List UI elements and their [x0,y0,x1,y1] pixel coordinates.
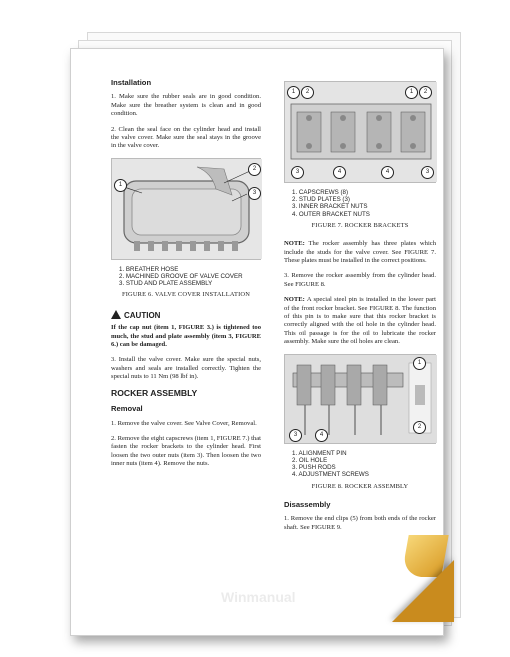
note-label: NOTE: [284,240,305,248]
legend-item: 2. STUD PLATES (3) [292,196,350,204]
callout-2b: 2 [419,86,432,99]
caution-label: CAUTION [124,310,161,320]
left-column [111,79,261,476]
callout-1: 1 [114,179,127,192]
valve-cover-illustration [112,159,262,259]
figure-7-image [284,81,436,183]
warning-icon [111,310,121,319]
figure-7-legend [292,189,436,218]
note-1 [284,240,436,265]
callout-1: 1 [413,357,426,370]
installation-heading: Installation [111,78,152,87]
note-text: A special steel pin is installed in the lower part of the front rocker bracket. See FIGURE 8. The function of this pin is to make sure that this rocker bracket is correctly aligned with the oil hole in the cylinder head. This oil passage is for the oil to lubricate the rocker assembly. Make sure the oil holes are clean. [284,296,436,346]
figure-6-image [111,158,261,260]
callout-1b: 1 [405,86,418,99]
faint-watermark: Winmanual [221,589,296,605]
callout-4b: 4 [381,166,394,179]
figure-8-legend [292,450,436,479]
legend-item: 1. CAPSCREWS (8) [292,189,349,196]
removal-step-2: 2. Remove the eight capscrews (item 1, FIGURE 7.) that fasten the rocker brackets to the cylinder head. First loosen the two outer nuts (item 3). Then loosen the two inner nuts (item 4). Remove the nuts. [111,434,261,468]
callout-4: 4 [333,166,346,179]
figure-8-image [284,354,436,444]
removal-heading: Removal [111,404,143,414]
figure-6-legend [119,266,261,288]
legend-item: 2. OIL HOLE [292,456,328,464]
callout-3: 3 [291,166,304,179]
callout-2: 2 [413,421,426,434]
disassembly-heading: Disassembly [284,499,331,509]
callout-3: 3 [289,429,302,442]
page-curl-corner [392,560,454,622]
legend-item: 3. STUD AND PLATE ASSEMBLY [119,280,213,288]
figure-8-caption: FIGURE 8. ROCKER ASSEMBLY [311,482,409,490]
legend-item: 3. PUSH RODS [292,464,336,472]
installation-step-3: 3. Install the valve cover. Make sure the special nuts, washers and seals are installed correctly. Tighten the special nuts to 11 Nm (98 lbf in). [111,356,261,381]
removal-step-3: 3. Remove the rocker assembly from the cylinder head. See FIGURE 8. [284,272,436,288]
rocker-assembly-heading: ROCKER ASSEMBLY [111,387,198,398]
note-label: NOTE: [284,296,305,304]
legend-item: 4. OUTER BRACKET NUTS [292,210,370,218]
callout-3: 3 [248,187,261,200]
legend-item: 1. ALIGNMENT PIN [292,449,347,457]
legend-item: 1. BREATHER HOSE [119,265,179,273]
note-2 [284,296,436,346]
installation-step-1: 1. Make sure the rubber seals are in good condition. Make sure the breather system is clean and in good condition. [111,93,261,118]
caution-heading [111,310,261,320]
callout-4: 4 [315,429,328,442]
removal-step-1: 1. Remove the valve cover. See Valve Cover, Removal. [111,419,257,427]
installation-step-2: 2. Clean the seal face on the cylinder head and install the valve cover. Make sure the seal stays in the groove in the valve cover. [111,125,261,150]
callout-2: 2 [301,86,314,99]
caution-text: If the cap nut (item 1, FIGURE 3.) is tightened too much, the stud and plate assembly (item 3, FIGURE 6.) can be damaged. [111,324,261,349]
figure-6-caption: FIGURE 6. VALVE COVER INSTALLATION [121,291,251,299]
callout-1: 1 [287,86,300,99]
note-text: The rocker assembly has three plates which include the studs for the valve cover. See FIGURE 7. These plates must be installed in the correct positions. [284,240,436,265]
figure-7-caption: FIGURE 7. ROCKER BRACKETS [311,221,409,229]
legend-item: 3. INNER BRACKET NUTS [292,203,368,211]
callout-2: 2 [248,163,261,176]
right-column [284,77,436,539]
callout-3b: 3 [421,166,434,179]
disassembly-step-1: 1. Remove the end clips (5) from both ends of the rocker shaft. See FIGURE 9. [284,515,436,531]
document-page [70,48,444,636]
legend-item: 4. ADJUSTMENT SCREWS [292,471,369,479]
legend-item: 2. MACHINED GROOVE OF VALVE COVER [119,273,243,281]
